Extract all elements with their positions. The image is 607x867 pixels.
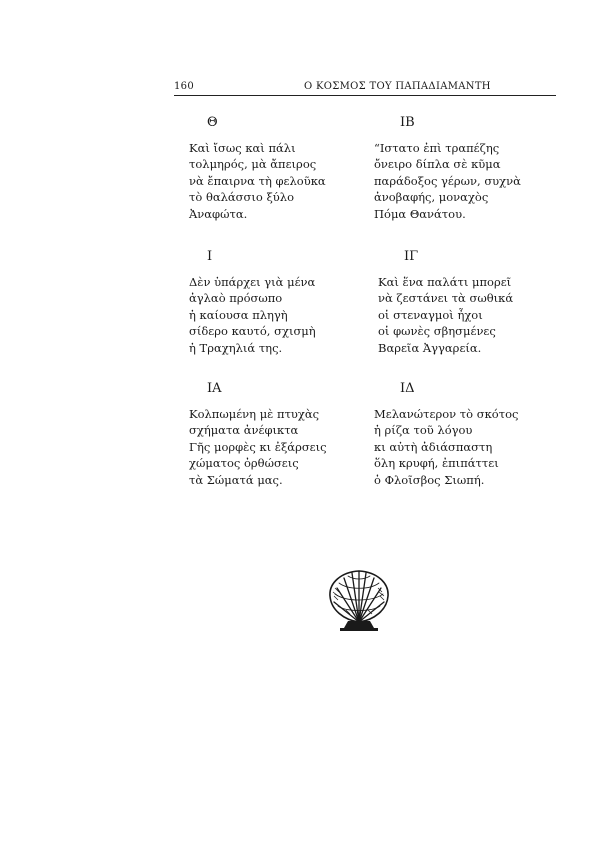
poem-line: τολμηρός, μὰ ἄπειρος: [189, 157, 317, 171]
scallop-shell-icon: [326, 566, 392, 634]
poem-line: ἡ ρίζα τοῦ λόγου: [374, 423, 473, 437]
section-numeral: ΙΔ: [400, 381, 415, 396]
poem-line: Κολπωμένη μὲ πτυχὰς: [189, 406, 320, 421]
poem-line: οἱ στεναγμοὶ ἦχοι: [378, 307, 483, 322]
poem-line: Μελανώτερον τὸ σκότος: [374, 406, 519, 421]
poem-line: νὰ ζεστάνει τὰ σωθικά: [378, 291, 514, 305]
section-numeral: ΙΓ: [404, 249, 419, 264]
section-numeral: Θ: [207, 115, 218, 130]
poem-line: Καὶ ἕνα παλάτι μπορεῖ: [378, 274, 512, 289]
poem-section-id: [374, 381, 518, 488]
section-numeral: ΙΑ: [207, 381, 222, 396]
poem-line: παράδοξος γέρων, συχνὰ: [374, 173, 521, 188]
running-header: [174, 80, 556, 96]
page-number: 160: [174, 81, 194, 92]
poem-line: ὄνειρο δίπλα σὲ κῦμα: [374, 157, 501, 171]
poem-line: Πόμα Θανάτου.: [374, 206, 466, 221]
poem-line: Δὲν ὑπάρχει γιὰ μένα: [189, 274, 316, 289]
poem-line: τὰ Σώματά μας.: [189, 472, 283, 487]
poem-line: χώματος ὀρθώσεις: [189, 456, 299, 470]
poem-section-ib: [374, 115, 521, 222]
poem-line: ἀγλαὸ πρόσωπο: [189, 291, 283, 305]
poem-section-ig: [378, 249, 513, 356]
poem-section-i: [189, 249, 316, 356]
poem-line: τὸ θαλάσσιο ξύλο: [189, 190, 295, 204]
poem-line: ὅλη κρυφή, ἐπιπάττει: [374, 456, 499, 470]
section-numeral: Ι: [207, 249, 213, 264]
poem-line: ἀνοβαφής, μοναχὸς: [374, 190, 489, 204]
poem-line: σχήματα ἀνέφικτα: [189, 423, 299, 437]
running-title: Ο ΚΟΣΜΟΣ ΤΟΥ ΠΑΠΑΔΙΑΜΑΝΤΗ: [304, 81, 491, 92]
poem-section-theta: [189, 115, 326, 222]
poem-line: ὁ Φλοῖσβος Σιωπή.: [374, 472, 485, 487]
poem-line: Ἀναφώτα.: [189, 206, 248, 221]
poem-line: Βαρεῖα Ἀγγαρεία.: [378, 340, 482, 355]
poem-line: οἱ φωνὲς σβησμένες: [378, 324, 496, 338]
poem-line: ἡ καίουσα πληγὴ: [189, 307, 288, 322]
poem-line: ἡ Τραχηλιά της.: [189, 340, 283, 355]
poem-line: νὰ ἔπαιρνα τὴ φελοῦκα: [189, 173, 326, 188]
poem-line: κι αὐτὴ ἀδιάσπαστη: [374, 439, 493, 454]
section-numeral: ΙΒ: [400, 115, 415, 130]
poem-line: Γῆς μορφὲς κι ἐξάρσεις: [189, 439, 327, 454]
poem-line: Καὶ ἴσως καὶ πάλι: [189, 140, 296, 155]
poem-section-ia: [189, 381, 327, 488]
poem-line: “Ιστατο ἐπὶ τραπέζης: [374, 140, 500, 155]
poem-line: σίδερο καυτό, σχισμὴ: [189, 324, 316, 338]
